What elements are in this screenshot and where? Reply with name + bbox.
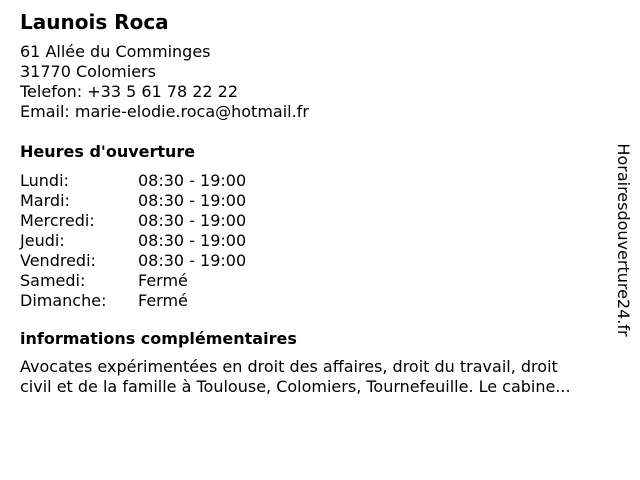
hours-day: Jeudi: bbox=[20, 231, 65, 250]
opening-hours-heading: Heures d'ouverture bbox=[20, 142, 196, 161]
business-name: Launois Roca bbox=[20, 10, 169, 34]
additional-info-heading: informations complémentaires bbox=[20, 329, 297, 348]
hours-time: 08:30 - 19:00 bbox=[138, 231, 247, 250]
email-address: Email: marie-elodie.roca@hotmail.fr bbox=[20, 102, 309, 121]
hours-day: Samedi: bbox=[20, 271, 86, 290]
hours-time: Fermé bbox=[138, 271, 188, 290]
hours-time: 08:30 - 19:00 bbox=[138, 211, 247, 230]
additional-info-text bbox=[20, 357, 610, 397]
hours-row-wednesday bbox=[20, 211, 610, 231]
hours-day: Mercredi: bbox=[20, 211, 95, 230]
additional-info-line-1: Avocates expérimentées en droit des affaires, droit du travail, droit bbox=[20, 357, 558, 376]
hours-day: Mardi: bbox=[20, 191, 70, 210]
site-brand-vertical-text: Horairesdouverture24.fr bbox=[614, 143, 633, 337]
address-line-1: 61 Allée du Comminges bbox=[20, 42, 211, 61]
hours-row-thursday bbox=[20, 231, 610, 251]
hours-time: Fermé bbox=[138, 291, 188, 310]
hours-time: 08:30 - 19:00 bbox=[138, 251, 247, 270]
hours-time: 08:30 - 19:00 bbox=[138, 171, 247, 190]
hours-day: Dimanche: bbox=[20, 291, 107, 310]
hours-time: 08:30 - 19:00 bbox=[138, 191, 247, 210]
opening-hours-table bbox=[20, 171, 610, 311]
hours-day: Lundi: bbox=[20, 171, 69, 190]
hours-day: Vendredi: bbox=[20, 251, 96, 270]
business-card bbox=[20, 10, 610, 397]
hours-row-saturday bbox=[20, 271, 610, 291]
hours-row-friday bbox=[20, 251, 610, 271]
address-line-2: 31770 Colomiers bbox=[20, 62, 156, 81]
phone-number: Telefon: +33 5 61 78 22 22 bbox=[20, 82, 239, 101]
hours-row-sunday bbox=[20, 291, 610, 311]
hours-row-monday bbox=[20, 171, 610, 191]
additional-info-line-2: civil et de la famille à Toulouse, Colomiers, Tournefeuille. Le cabine... bbox=[20, 377, 571, 396]
hours-row-tuesday bbox=[20, 191, 610, 211]
